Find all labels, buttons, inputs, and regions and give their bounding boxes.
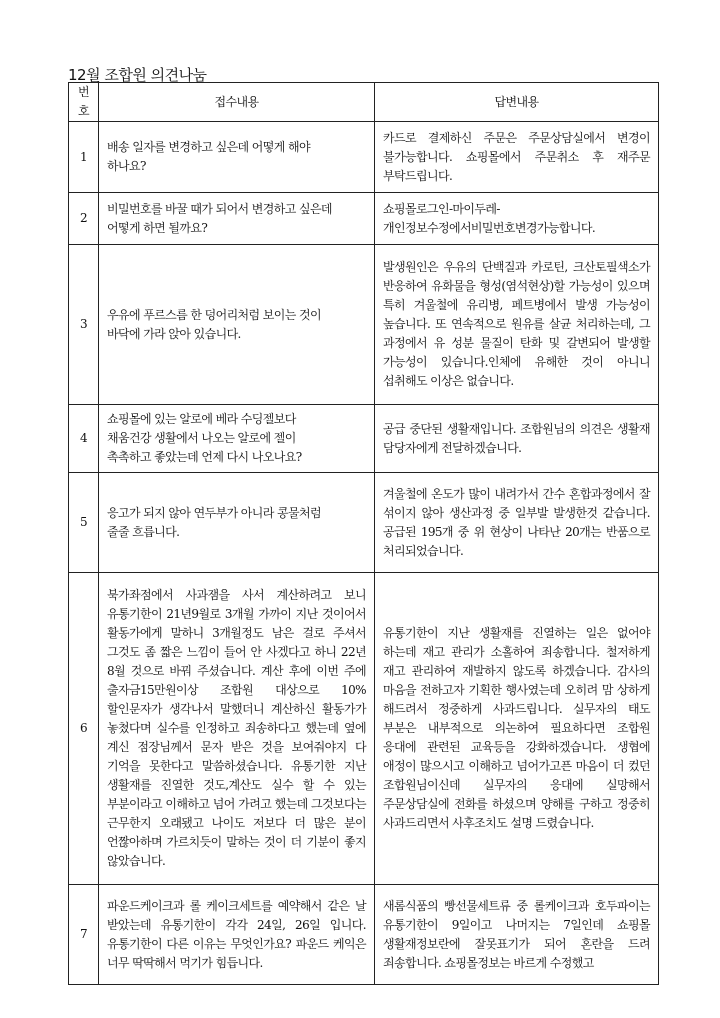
row-number: 7 <box>69 885 99 985</box>
table-header-row <box>69 83 659 122</box>
answer-cell: 새롬식품의 빵선물세트류 중 롤케이크과 호두파이는 유통기한이 9일이고 나머지는 7일인데 쇼핑몰 생활재정보란에 잘못표기가 되어 혼란을 드려 죄송합니다. 쇼핑몰정보는 바르게 수정했고 <box>375 885 659 985</box>
answer-cell: 발생원인은 우유의 단백질과 카로틴, 크산토필색소가 반응하여 유화물을 형성(염석현상)할 가능성이 있으며 특히 겨울철에 유리병, 페트병에서 발생 가능성이 높습니다. 또 연속적으로 원유를 살균 처리하는데, 그 과정에서 유 성분 물질이 탄화 및 갈변되어 발생할 가능성이 있습니다.인체에 유해한 것이 아니니 섭취해도 이상은 없습니다. <box>375 245 659 405</box>
row-number: 6 <box>69 573 99 885</box>
question-cell: 응고가 되지 않아 연두부가 아니라 콩물처럼 줄줄 흐릅니다. <box>99 473 375 573</box>
table-row <box>69 193 659 245</box>
question-cell: 우유에 푸르스름 한 덩어리처럼 보이는 것이 바닥에 가라 앉아 있습니다. <box>99 245 375 405</box>
row-number: 4 <box>69 405 99 473</box>
table-row <box>69 885 659 985</box>
header-question: 접수내용 <box>99 83 375 122</box>
row-number: 1 <box>69 122 99 193</box>
row-number: 3 <box>69 245 99 405</box>
answer-cell: 쇼핑몰로그인-마이두레-개인정보수정에서비밀번호변경가능합니다. <box>375 193 659 245</box>
table-row <box>69 122 659 193</box>
header-answer: 답변내용 <box>375 83 659 122</box>
row-number: 5 <box>69 473 99 573</box>
row-number: 2 <box>69 193 99 245</box>
answer-cell: 유통기한이 지난 생활재를 진열하는 일은 없어야 하는데 재고 관리가 소홀하여 죄송합니다. 철저하게 재고 관리하여 재발하지 않도록 하겠습니다. 감사의 마음을 전하고자 기획한 행사였는데 오히려 맘 상하게 해드려서 정중하게 사과드립니다. 실무자의 태도 부분은 내부적으로 의논하여 필요하다면 조합원 응대에 관련된 교육등을 강화하겠습니다. 생협에 애정이 많으시고 이해하고 넘어가고픈 마음이 더 컸던 조합원님이신데 실무자의 응대에 실망해서 주문상담실에 전화를 하셨으며 양해를 구하고 정중히 사과드리면서 사후조치도 설명 드렸습니다. <box>375 573 659 885</box>
header-number: 번 호 <box>69 83 99 122</box>
answer-cell: 겨울철에 온도가 많이 내려가서 간수 혼합과정에서 잘 섞이지 않아 생산과정 중 일부발 발생한것 같습니다. 공급된 195개 중 위 현상이 나타난 20개는 반품으로 처리되었습니다. <box>375 473 659 573</box>
table-row <box>69 245 659 405</box>
question-cell: 파운드케이크과 롤 케이크세트를 예약해서 같은 날 받았는데 유통기한이 각각 24일, 26일 입니다. 유통기한이 다른 이유는 무엇인가요? 파운드 케익은 너무 딱딱해서 먹기가 힘듭니다. <box>99 885 375 985</box>
answer-cell: 카드로 결제하신 주문은 주문상담실에서 변경이 불가능합니다. 쇼핑몰에서 주문취소 후 재주문 부탁드립니다. <box>375 122 659 193</box>
question-cell: 배송 일자를 변경하고 싶은데 어떻게 해야 하나요? <box>99 122 375 193</box>
opinion-table <box>68 82 659 985</box>
question-cell: 비밀번호를 바꿀 때가 되어서 변경하고 싶은데 어떻게 하면 될까요? <box>99 193 375 245</box>
answer-cell: 공급 중단된 생활재입니다. 조합원님의 의견은 생활재 담당자에게 전달하겠습니다. <box>375 405 659 473</box>
table-row <box>69 473 659 573</box>
question-cell: 쇼핑몰에 있는 알로에 베라 수딩젤보다 채움건강 생활에서 나오는 알로에 젤이 촉촉하고 좋았는데 언제 다시 나오나요? <box>99 405 375 473</box>
table-row <box>69 405 659 473</box>
table-row <box>69 573 659 885</box>
page-title: 12월 조합원 의견나눔 <box>68 66 207 84</box>
question-cell: 북가좌점에서 사과잼을 사서 계산하려고 보니 유통기한이 21년9월로 3개월 가까이 지난 것이어서 활동가에게 말하니 3개월정도 남은 걸로 주셔서 그것도 좀 짧은 느낌이 들어 안 사겠다고 하니 22년 8월 것으로 바꿔 주셨습니다. 계산 후에 이번 주에 출자금15만원이상 조합원 대상으로 10% 할인문자가 생각나서 말했더니 계산하신 활동가가 놓쳤다며 실수를 인정하고 죄송하다고 했는데 옆에 계신 점장님께서 문자 받은 것을 보여줘야지 다 기억을 못한다고 말씀하셨습니다. 유통기한 지난 생활재를 진열한 것도,계산도 실수 할 수 있는 부분이라고 이해하고 넘어 가려고 했는데 그것보다는 근무한지 오래됐고 나이도 저보다 더 많은 분이 언짢아하며 가르치듯이 말하는 것이 더 기분이 좋지 않았습니다. <box>99 573 375 885</box>
